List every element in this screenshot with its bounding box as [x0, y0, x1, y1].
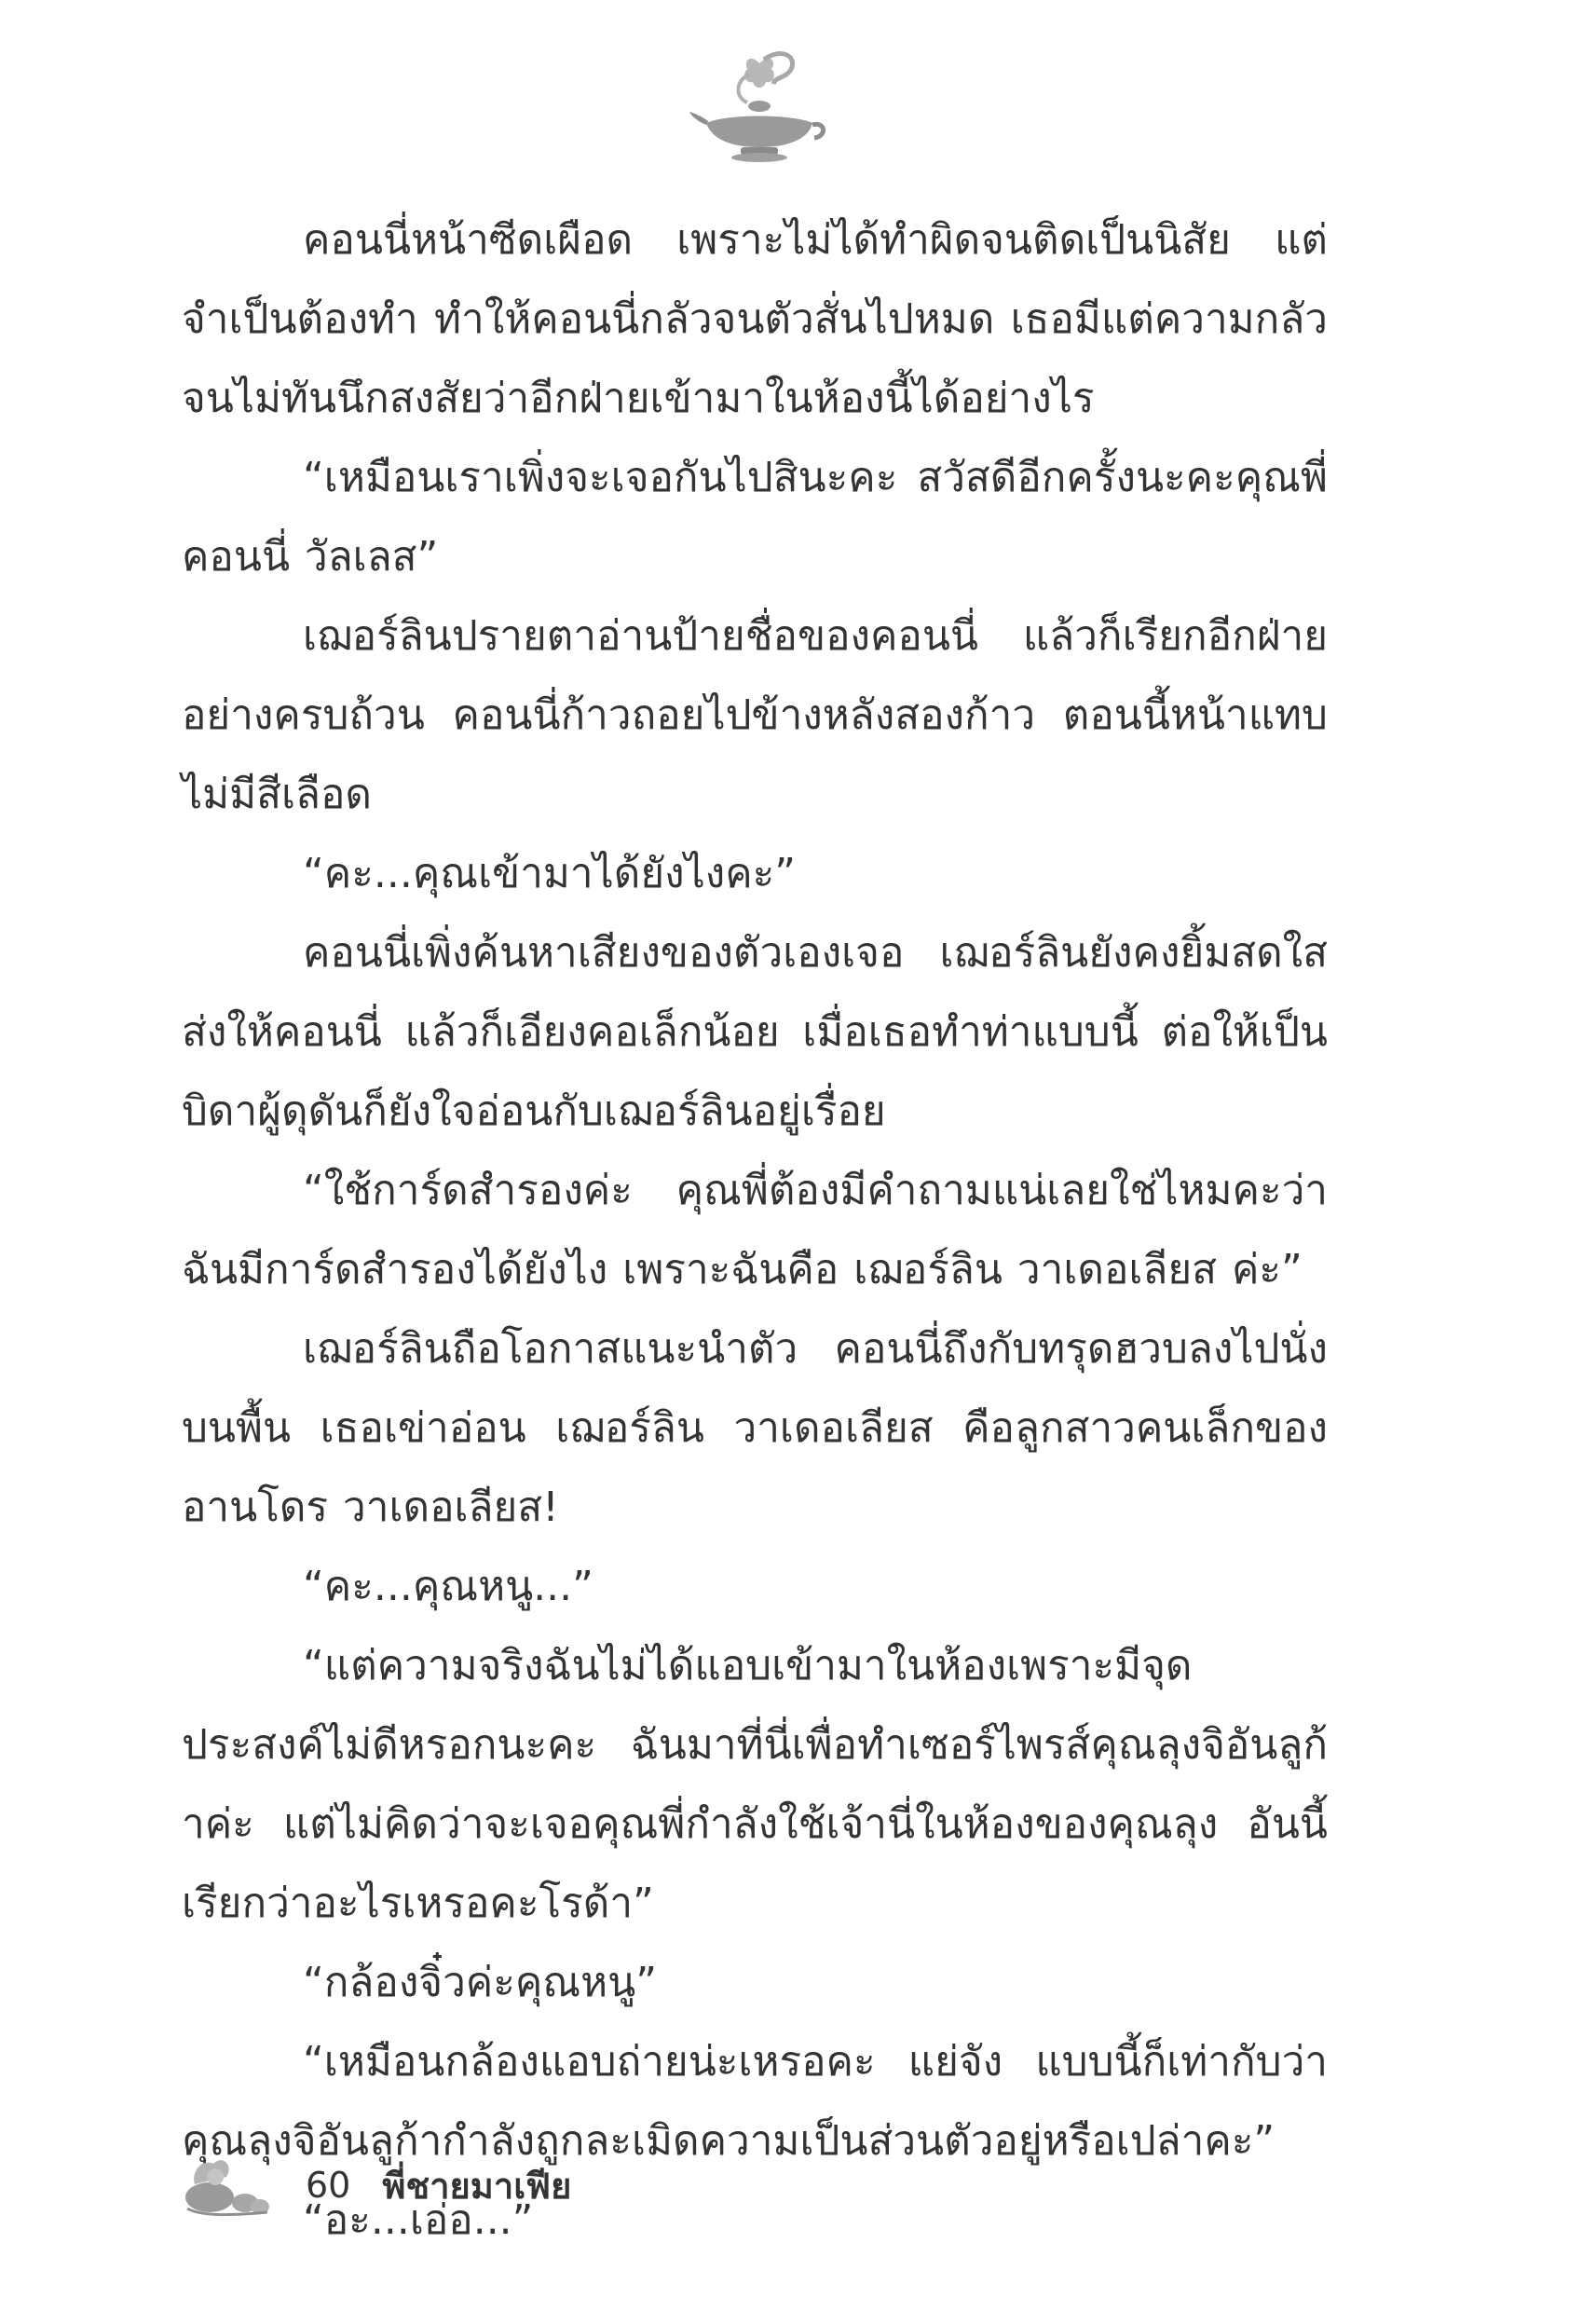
- paragraph-1: คอนนี่หน้าซีดเผือด เพราะไม่ได้ทำผิดจนติดเป็นนิสัย แต่จำเป็นต้องทำ ทำให้คอนนี่กลัวจนตัวสั่นไปหมด เธอมีแต่ความกลัว จนไม่ทันนึกสงสัยว่าอีกฝ่ายเข้ามาในห้องนี้ได้อย่างไร: [182, 216, 1328, 422]
- paragraph-2: “เหมือนเราเพิ่งจะเจอกันไปสินะคะ สวัสดีอีกครั้งนะคะคุณพี่คอนนี่ วัลเลส”: [182, 454, 1328, 581]
- genie-lamp-icon: [689, 47, 829, 163]
- book-title: พี่ชายมาเฟีย: [382, 2165, 572, 2207]
- paragraph-9: “แต่ความจริงฉันไม่ได้แอบเข้ามาในห้องเพราะมีจุดประสงค์ไม่ดีหรอกนะคะ ฉันมาที่นี่เพื่อทำเซอร์ไพรส์คุณลุงจิอันลูก้าค่ะ แต่ไม่คิดว่าจะเจอคุณพี่กำลังใช้เจ้านี่ในห้องของคุณลุง อันนี้เรียกว่าอะไรเหรอคะโรด้า”: [182, 1642, 1328, 1927]
- page-footer: [182, 2143, 571, 2227]
- paragraph-11: “เหมือนกล้องแอบถ่ายน่ะเหรอคะ แย่จัง แบบนี้ก็เท่ากับว่าคุณลุงจิอันลูก้ากำลังถูกละเมิดความเป็นส่วนตัวอยู่หรือเปล่าคะ”: [182, 2038, 1328, 2165]
- paragraph-5: คอนนี่เพิ่งค้นหาเสียงของตัวเองเจอ เฌอร์ลินยังคงยิ้มสดใสส่งให้คอนนี่ แล้วก็เอียงคอเล็กน้อย เมื่อเธอทำท่าแบบนี้ ต่อให้เป็นบิดาผู้ดุดันก็ยังใจอ่อนกับเฌอร์ลินอยู่เรื่อย: [182, 929, 1328, 1135]
- body-text: [182, 200, 1328, 2260]
- genie-ornament-icon: [182, 2153, 270, 2218]
- paragraph-10: “กล้องจิ๋วค่ะคุณหนู”: [303, 1959, 657, 2006]
- page-number: 60: [306, 2165, 351, 2206]
- paragraph-12: “อะ...เอ่อ...”: [303, 2196, 534, 2244]
- paragraph-4: “คะ...คุณเข้ามาได้ยังไงคะ”: [303, 850, 797, 897]
- paragraph-7: เฌอร์ลินถือโอกาสแนะนำตัว คอนนี่ถึงกับทรุดฮวบลงไปนั่งบนพื้น เธอเข่าอ่อน เฌอร์ลิน วาเดอเลียส คือลูกสาวคนเล็กของอานโดร วาเดอเลียส!: [182, 1325, 1328, 1531]
- paragraph-6: “ใช้การ์ดสำรองค่ะ คุณพี่ต้องมีคำถามแน่เลยใช่ไหมคะว่าฉันมีการ์ดสำรองได้ยังไง เพราะฉันคือ เฌอร์ลิน วาเดอเลียส ค่ะ”: [182, 1167, 1328, 1293]
- paragraph-3: เฌอร์ลินปรายตาอ่านป้ายชื่อของคอนนี่ แล้วก็เรียกอีกฝ่ายอย่างครบถ้วน คอนนี่ก้าวถอยไปข้างหลังสองก้าว ตอนนี้หน้าแทบไม่มีสีเลือด: [182, 612, 1328, 818]
- paragraph-8: “คะ...คุณหนู...”: [303, 1563, 593, 1610]
